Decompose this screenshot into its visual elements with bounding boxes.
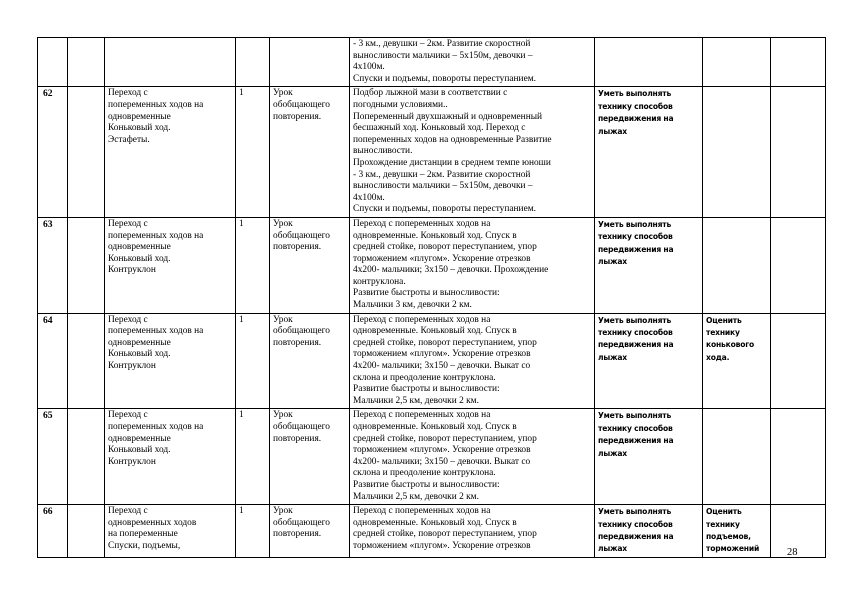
control-form [703,87,771,218]
lesson-topic: Переход с попеременных ходов на одновременные Коньковый ход. Контруклон [105,217,236,313]
lesson-number: 63 [38,217,68,313]
hours-cell: 1 [236,217,270,313]
lesson-topic: Переход с одновременных ходов на попеременные Спуски, подъемы, [105,505,236,558]
lesson-topic: Переход с попеременных ходов на одновременные Коньковый ход. Контруклон [105,313,236,409]
lesson-topic: Переход с попеременных ходов на одновременные Коньковый ход. Контруклон [105,409,236,505]
date-cell [68,505,105,558]
table-row [38,217,826,313]
lesson-topic: Переход с попеременных ходов на одновременные Коньковый ход. Эстафеты. [105,87,236,218]
table-row [38,313,826,409]
expected-result: Уметь выполнять технику способов передвижения на лыжах [595,505,703,558]
date-cell [68,409,105,505]
expected-result: Уметь выполнять технику способов передвижения на лыжах [595,409,703,505]
empty-cell [771,87,826,218]
hours-cell [236,38,270,87]
lesson-topic [105,38,236,87]
empty-cell [771,217,826,313]
lesson-type [270,38,350,87]
lesson-content: Переход с попеременных ходов на одновременные. Коньковый ход. Спуск в средней стойке, поворот переступанием, упор торможением «плугом». Ускорение отрезков [350,505,595,558]
expected-result: Уметь выполнять технику способов передвижения на лыжах [595,87,703,218]
control-form [703,217,771,313]
hours-cell: 1 [236,313,270,409]
lesson-number: 62 [38,87,68,218]
lesson-type: Урок обобщающего повторения. [270,505,350,558]
lesson-number: 66 [38,505,68,558]
empty-cell [771,313,826,409]
lesson-type: Урок обобщающего повторения. [270,87,350,218]
date-cell [68,217,105,313]
expected-result [595,38,703,87]
control-form: Оценить технику конькового хода. [703,313,771,409]
table-row [38,409,826,505]
date-cell [68,38,105,87]
page-number: 28 [787,547,798,558]
empty-cell [771,38,826,87]
lesson-type: Урок обобщающего повторения. [270,313,350,409]
lesson-type: Урок обобщающего повторения. [270,409,350,505]
hours-cell: 1 [236,87,270,218]
lesson-type: Урок обобщающего повторения. [270,217,350,313]
lesson-content: Переход с попеременных ходов на одновременные. Коньковый ход. Спуск в средней стойке, поворот переступанием, упор торможением «плугом». Ускорение отрезков 4х200- мальчики; 3х150 – девочки. Выкат со склона и преодоление контруклона. Развитие быстроты и выносливости: Мальчики 2,5 км, девочки 2 км. [350,313,595,409]
lesson-number: 65 [38,409,68,505]
lesson-number: 64 [38,313,68,409]
expected-result: Уметь выполнять технику способов передвижения на лыжах [595,217,703,313]
lesson-plan-table [37,37,826,558]
date-cell [68,87,105,218]
lesson-content: Переход с попеременных ходов на одновременные. Коньковый ход. Спуск в средней стойке, поворот переступанием, упор торможением «плугом». Ускорение отрезков 4х200- мальчики; 3х150 – девочки. Выкат со склона и преодоление контруклона. Развитие быстроты и выносливости: Мальчики 2,5 км, девочки 2 км. [350,409,595,505]
lesson-content: - 3 км., девушки – 2км. Развитие скоростной выносливости мальчики – 5х150м, девочки – 4х100м. Спуски и подъемы, повороты переступанием. [350,38,595,87]
control-form [703,409,771,505]
date-cell [68,313,105,409]
control-form: Оценить технику подъемов, торможений [703,505,771,558]
expected-result: Уметь выполнять технику способов передвижения на лыжах [595,313,703,409]
lesson-number [38,38,68,87]
lesson-content: Подбор лыжной мази в соответствии с погодными условиями.. Попеременный двухшажный и одновременный бесшажный ход. Коньковый ход. Переход с попеременных ходов на одновременные Развитие выносливости. Прохождение дистанции в среднем темпе юноши - 3 км., девушки – 2км. Развитие скоростной выносливости мальчики – 5х150м, девочки – 4х100м. Спуски и подъемы, повороты переступанием. [350,87,595,218]
table-row [38,505,826,558]
empty-cell [771,409,826,505]
lesson-content: Переход с попеременных ходов на одновременные. Коньковый ход. Спуск в средней стойке, поворот переступанием, упор торможением «плугом». Ускорение отрезков 4х200- мальчики; 3х150 – девочки. Прохождение контруклона. Развитие быстроты и выносливости: Мальчики 3 км, девочки 2 км. [350,217,595,313]
table-row [38,38,826,87]
empty-cell [771,505,826,558]
hours-cell: 1 [236,505,270,558]
table-row [38,87,826,218]
hours-cell: 1 [236,409,270,505]
control-form [703,38,771,87]
